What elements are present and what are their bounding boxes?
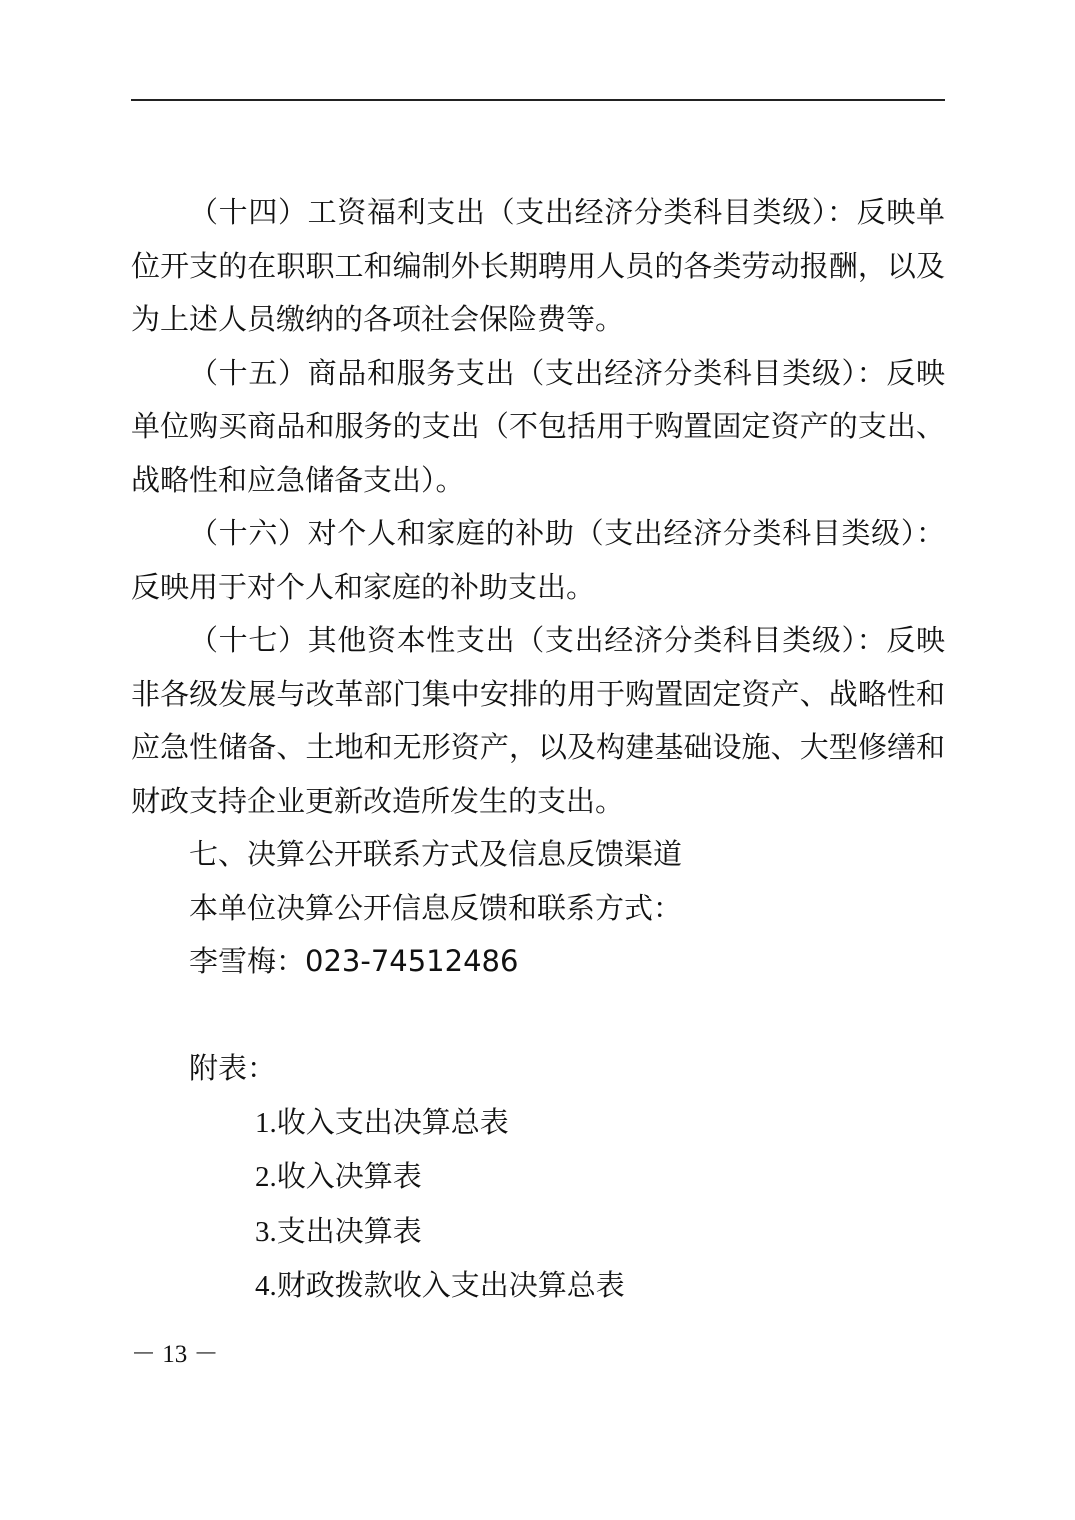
- attachment-number: 3.: [255, 1215, 277, 1248]
- attachment-number: 1.: [255, 1106, 277, 1139]
- paragraph-family-subsidy: （十六）对个人和家庭的补助（支出经济分类科目类级）：反映用于对个人和家庭的补助支出。: [131, 516, 945, 604]
- attachment-item: [131, 1096, 945, 1151]
- document-body: [131, 186, 945, 1314]
- attachment-title: 财政拨款收入支出决算总表: [276, 1268, 625, 1302]
- attachment-item: [131, 1259, 945, 1314]
- contact-line: 李雪梅：023-74512486: [189, 944, 519, 978]
- spacer: [131, 989, 945, 1043]
- attachment-title: 收入支出决算总表: [276, 1104, 509, 1139]
- attachment-title: 收入决算表: [276, 1159, 422, 1193]
- page-number: － 13 －: [131, 1341, 219, 1368]
- contact-intro: 本单位决算公开信息反馈和联系方式：: [189, 890, 683, 925]
- header-rule: [131, 99, 945, 101]
- attachment-item: [131, 1150, 945, 1205]
- attachments-label: 附表：: [189, 1051, 277, 1085]
- attachment-number: 2.: [255, 1161, 277, 1193]
- attachment-title: 支出决算表: [276, 1213, 422, 1248]
- attachment-item: [131, 1205, 945, 1260]
- attachment-number: 4.: [255, 1270, 277, 1302]
- paragraph-wage-welfare: （十四）工资福利支出（支出经济分类科目类级）：反映单位开支的在职职工和编制外长期聘用人员的各类劳动报酬，以及为上述人员缴纳的各项社会保险费等。: [131, 195, 945, 336]
- paragraph-other-capital: （十七）其他资本性支出（支出经济分类科目类级）：反映非各级发展与改革部门集中安排的用于购置固定资产、战略性和应急性储备、土地和无形资产，以及构建基础设施、大型修缮和财政支持企业更新改造所发生的支出。: [131, 623, 945, 818]
- section-heading: 七、决算公开联系方式及信息反馈渠道: [189, 837, 683, 871]
- paragraph-goods-services: （十五）商品和服务支出（支出经济分类科目类级）：反映单位购买商品和服务的支出（不包括用于购置固定资产的支出、战略性和应急储备支出）。: [131, 355, 945, 497]
